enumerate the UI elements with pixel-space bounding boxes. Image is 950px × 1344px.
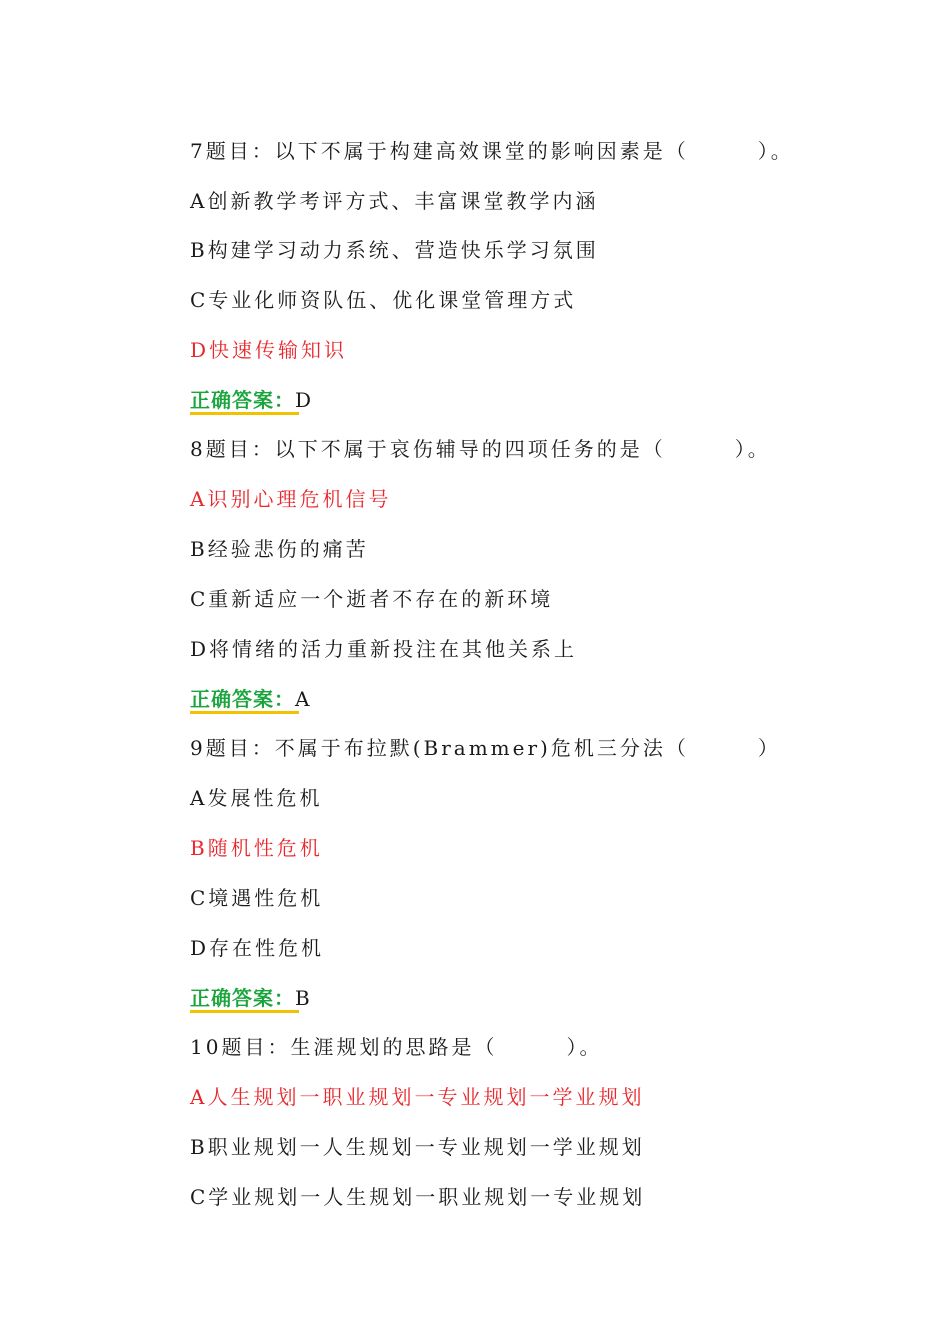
question-10-option-a: A人生规划一职业规划一专业规划一学业规划 [190,1085,645,1109]
question-9-option-b: B随机性危机 [190,836,323,860]
question-10-option-c: C学业规划一人生规划一职业规划一专业规划 [190,1185,646,1209]
question-9-stem: 9题目：不属于布拉默(Brammer)危机三分法（ ） [190,736,781,760]
question-8-option-d: D将情绪的活力重新投注在其他关系上 [190,637,578,661]
answer-value: D [295,388,312,412]
question-9-answer [190,983,310,1013]
question-9-option-a: A发展性危机 [190,786,323,810]
answer-value: B [295,986,310,1010]
question-8-option-c: C重新适应一个逝者不存在的新环境 [190,587,554,611]
question-8-answer [190,684,309,714]
question-7-option-d: D快速传输知识 [190,338,348,362]
answer-value: A [295,687,310,711]
question-7-answer [190,385,311,415]
question-8-option-a: A识别心理危机信号 [190,487,392,511]
question-7-option-c: C专业化师资队伍、优化课堂管理方式 [190,288,577,312]
answer-label: 正确答案： [190,983,295,1014]
question-7-option-a: A创新教学考评方式、丰富课堂教学内涵 [190,189,599,213]
question-8-option-b: B经验悲伤的痛苦 [190,537,369,561]
answer-label: 正确答案： [190,684,295,715]
question-7-option-b: B构建学习动力系统、营造快乐学习氛围 [190,238,599,262]
answer-label: 正确答案： [190,385,295,416]
question-7-stem: 7题目：以下不属于构建高效课堂的影响因素是（ ）。 [190,139,794,163]
question-10-stem: 10题目：生涯规划的思路是（ ）。 [190,1035,603,1059]
question-10-option-b: B职业规划一人生规划一专业规划一学业规划 [190,1135,645,1159]
question-9-option-d: D存在性危机 [190,936,325,960]
question-9-option-c: C境遇性危机 [190,886,324,910]
question-8-stem: 8题目：以下不属于哀伤辅导的四项任务的是（ ）。 [190,437,771,461]
